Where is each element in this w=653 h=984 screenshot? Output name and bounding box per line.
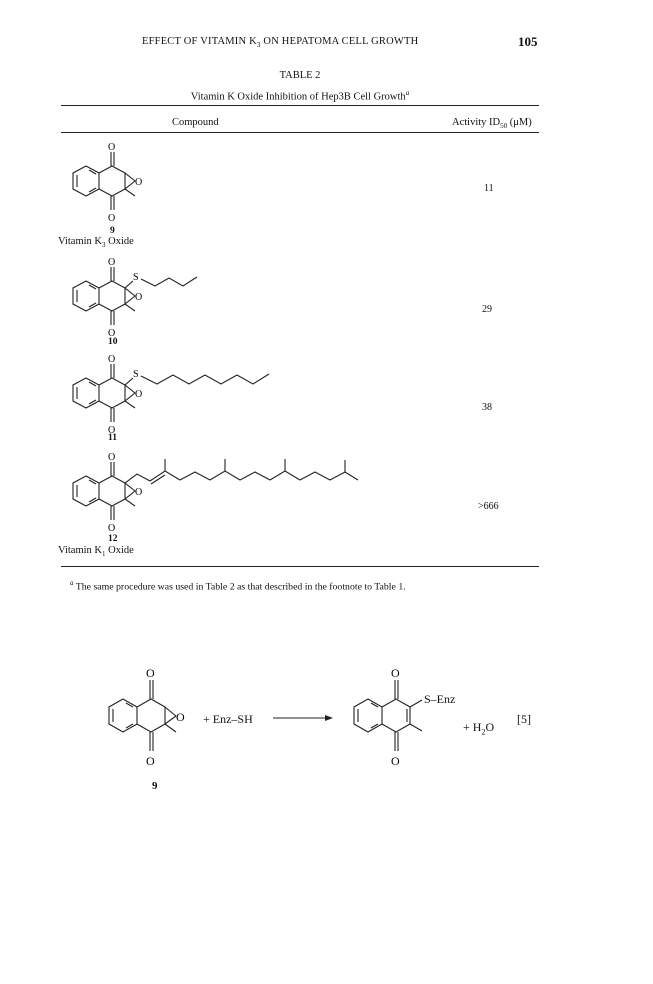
compound-name: Vitamin $K_3$ Oxide <box>58 236 134 250</box>
svg-text:O: O <box>146 666 155 680</box>
running-head: EFFECT OF VITAMIN $K_3$ ON HEPATOMA CELL GROWTH <box>142 36 419 50</box>
svg-text:S: S <box>133 369 139 380</box>
product-s-enz: S–Enz <box>424 692 456 706</box>
svg-text:O: O <box>391 666 400 680</box>
table-footnote: $^a$ The same procedure was used in Table 2 as that described in the footnote to Table 1. <box>70 579 406 593</box>
table-title: TABLE 2 <box>279 70 321 81</box>
svg-text:O: O <box>391 754 400 768</box>
activity-value: 38 <box>482 402 492 413</box>
structure-compound-11 <box>58 352 288 437</box>
table-header-rule <box>61 132 539 133</box>
svg-text:O: O <box>108 142 116 153</box>
activity-value: >666 <box>478 501 499 512</box>
reactant-compound-number: 9 <box>152 780 158 792</box>
column-header-compound: Compound <box>172 117 219 128</box>
column-header-activity: Activity $ID_{50}$ (μM) <box>452 117 532 131</box>
table-top-rule <box>61 105 539 106</box>
svg-text:O: O <box>108 354 116 365</box>
byproduct-water: + $H_2O$ <box>463 720 495 737</box>
svg-text:O: O <box>135 292 143 303</box>
compound-number: 12 <box>108 534 118 544</box>
activity-value: 11 <box>484 183 494 194</box>
svg-text:S: S <box>133 272 139 283</box>
reaction-arrow <box>273 712 335 724</box>
page-number: 105 <box>518 34 538 49</box>
svg-text:O: O <box>108 257 116 268</box>
structure-vitamin-k1-oxide <box>58 450 368 535</box>
compound-number: 9 <box>110 226 115 236</box>
svg-text:O: O <box>108 523 116 534</box>
reaction-scheme-product <box>340 664 460 774</box>
svg-text:O: O <box>135 177 143 188</box>
svg-text:O: O <box>146 754 155 768</box>
reagent-enz-sh: + Enz–SH <box>203 712 253 726</box>
compound-number: 11 <box>108 433 117 443</box>
compound-number: 10 <box>108 337 118 347</box>
table-bottom-rule <box>61 566 539 567</box>
structure-compound-10 <box>58 255 218 340</box>
activity-value: 29 <box>482 304 492 315</box>
svg-text:O: O <box>108 425 116 436</box>
structure-vitamin-k3-oxide <box>58 140 188 225</box>
compound-name: Vitamin $K_1$ Oxide <box>58 545 134 559</box>
svg-text:O: O <box>135 389 143 400</box>
svg-text:O: O <box>108 213 116 224</box>
reaction-scheme-reactant <box>95 664 210 774</box>
table-caption: Vitamin K Oxide Inhibition of Hep3B Cell Growth$^a$ <box>190 89 410 103</box>
svg-text:O: O <box>108 328 116 339</box>
svg-text:O: O <box>108 452 116 463</box>
equation-number: [5] <box>517 712 531 726</box>
svg-text:O: O <box>176 710 185 724</box>
svg-text:O: O <box>135 487 143 498</box>
